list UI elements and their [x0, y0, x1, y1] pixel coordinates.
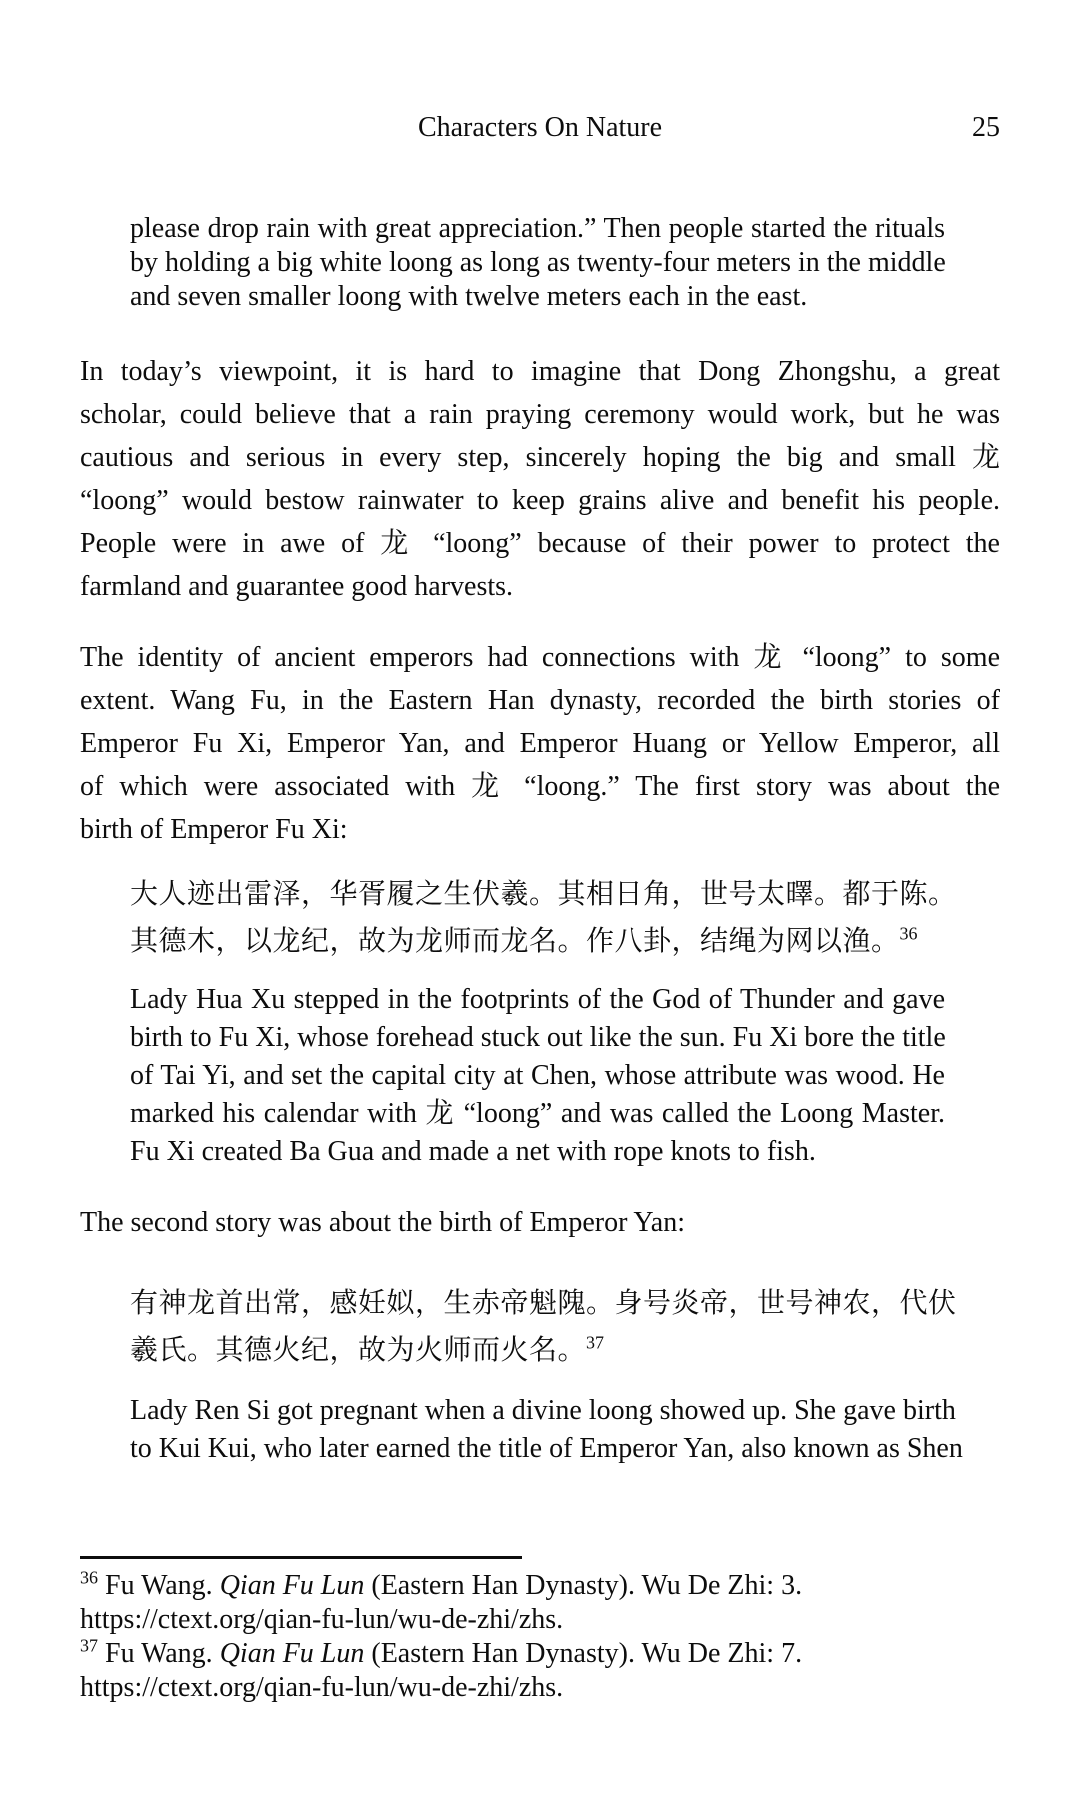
blockquote-line: and seven smaller loong with twelve meters each in the east. [130, 281, 808, 312]
footnote-text: Fu Wang. [98, 1570, 220, 1601]
paragraph-second-story [80, 1201, 1000, 1244]
translation-line: Lady Hua Xu stepped in the footprints of the God of Thunder and gave [130, 984, 945, 1015]
translation-line: marked his calendar with 龙 “loong” and was called the Loong Master. [130, 1098, 945, 1129]
blockquote-yan-translation [130, 1392, 963, 1468]
footnote-text: Fu Wang. [98, 1638, 220, 1669]
footnote-marker: 36 [80, 1567, 98, 1588]
blockquote-line: please drop rain with great appreciation.” Then people started the rituals [130, 213, 945, 244]
chinese-quote-line [130, 1327, 945, 1374]
paragraph-line: farmland and guarantee good harvests. [80, 571, 514, 602]
paragraph-todays-viewpoint [80, 350, 1000, 608]
paragraph-line: “loong” would bestow rainwater to keep grains alive and benefit his people. [80, 485, 1000, 516]
footnote-37-url: https://ctext.org/qian-fu-lun/wu-de-zhi/zhs. [80, 1672, 564, 1703]
paragraph-line: People were in awe of 龙 “loong” because of their power to protect the [80, 528, 1000, 559]
running-header [80, 110, 1000, 146]
paragraph-emperor-identity [80, 636, 1000, 851]
footnotes-section [80, 1569, 1000, 1705]
blockquote-line: by holding a big white loong as long as twenty-four meters in the middle [130, 247, 946, 278]
blockquote-fuxi-translation [130, 981, 945, 1171]
footnote-marker: 37 [80, 1635, 98, 1656]
chinese-quote-text: 其德木，以龙纪，故为龙师而龙名。作八卦，结绳为网以渔。 [130, 926, 900, 957]
paragraph-line: scholar, could believe that a rain praying ceremony would work, but he was [80, 399, 1000, 430]
chinese-quote-text: 羲氏。其德火纪，故为火师而火名。 [130, 1335, 587, 1366]
translation-line: Lady Ren Si got pregnant when a divine loong showed up. She gave birth [130, 1395, 956, 1426]
chinese-quote-line: 大人迹出雷泽，华胥履之生伏羲。其相日角，世号太曎。都于陈。 [130, 879, 957, 910]
footnote-36-url: https://ctext.org/qian-fu-lun/wu-de-zhi/zhs. [80, 1604, 564, 1635]
footnote-book-title: Qian Fu Lun [219, 1570, 365, 1601]
paragraph-line: of which were associated with 龙 “loong.” The first story was about the [80, 771, 1000, 802]
page-number: 25 [972, 112, 1000, 143]
paragraph-line: cautious and serious in every step, sincerely hoping the big and small 龙 [80, 442, 1000, 473]
blockquote-yan-chinese [130, 1280, 957, 1374]
translation-line: to Kui Kui, who later earned the title of Emperor Yan, also known as Shen [130, 1433, 963, 1464]
footnote-37 [80, 1637, 1000, 1671]
chinese-quote-line [130, 918, 945, 965]
chinese-quote-line: 有神龙首出常，感妊姒，生赤帝魁隗。身号炎帝，世号神农，代伏 [130, 1288, 957, 1319]
paragraph-line: birth of Emperor Fu Xi: [80, 814, 348, 845]
footnote-text: (Eastern Han Dynasty). Wu De Zhi: 3. [364, 1570, 803, 1601]
translation-line: of Tai Yi, and set the capital city at Chen, whose attribute was wood. He [130, 1060, 945, 1091]
footnote-separator-rule [80, 1556, 522, 1559]
translation-line: birth to Fu Xi, whose forehead stuck out like the sun. Fu Xi bore the title [130, 1022, 946, 1053]
paragraph-line: Emperor Fu Xi, Emperor Yan, and Emperor Huang or Yellow Emperor, all [80, 728, 1000, 759]
footnote-book-title: Qian Fu Lun [219, 1638, 365, 1669]
paragraph-line: extent. Wang Fu, in the Eastern Han dynasty, recorded the birth stories of [80, 685, 1000, 716]
running-header-title: Characters On Nature [417, 112, 663, 143]
paragraph-line: The second story was about the birth of Emperor Yan: [80, 1207, 685, 1238]
blockquote-fuxi-chinese [130, 871, 957, 965]
paragraph-line: The identity of ancient emperors had connections with 龙 “loong” to some [80, 642, 1000, 673]
blockquote-rain-ritual [130, 212, 945, 314]
footnote-reference-36: 36 [899, 923, 918, 944]
paragraph-line: In today’s viewpoint, it is hard to imagine that Dong Zhongshu, a great [80, 356, 1000, 387]
footnote-text: (Eastern Han Dynasty). Wu De Zhi: 7. [364, 1638, 803, 1669]
footnote-reference-37: 37 [586, 1332, 605, 1353]
footnote-36 [80, 1569, 1000, 1603]
translation-line: Fu Xi created Ba Gua and made a net with rope knots to fish. [130, 1136, 816, 1167]
